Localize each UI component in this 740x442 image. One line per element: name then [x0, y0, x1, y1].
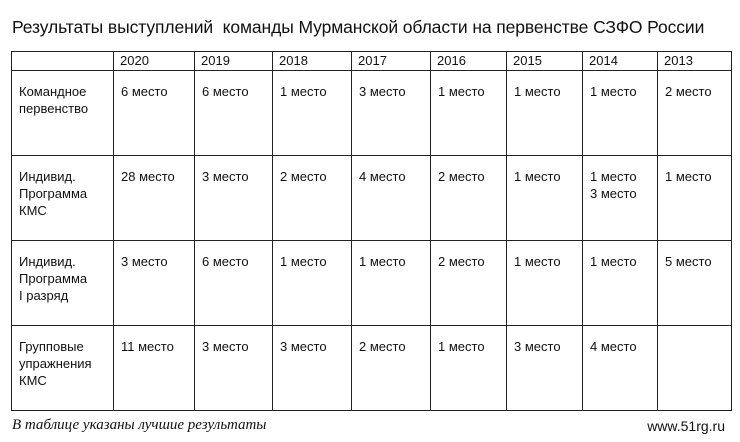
result-value: 4 место	[359, 169, 406, 184]
result-value: 1 место	[590, 254, 637, 269]
result-value: 2 место	[280, 169, 327, 184]
row-header-line: I разряд	[19, 288, 69, 303]
table-row	[12, 326, 732, 411]
result-value: 2 место	[665, 84, 712, 99]
results-body	[12, 71, 732, 411]
result-cell	[195, 241, 273, 326]
row-header-line: первенство	[19, 101, 89, 116]
result-cell	[114, 71, 195, 156]
row-header-line: Групповые	[19, 339, 84, 354]
result-value: 3 место	[590, 186, 637, 201]
header-corner-cell	[12, 52, 114, 71]
result-value: 4 место	[590, 339, 637, 354]
result-value: 1 место	[514, 169, 561, 184]
result-value: 1 место	[514, 254, 561, 269]
year-header: 2020	[114, 52, 195, 71]
result-value: 2 место	[359, 339, 406, 354]
footer-site: www.51rg.ru	[647, 418, 725, 434]
result-cell	[507, 241, 583, 326]
row-header	[12, 326, 114, 411]
result-value: 3 место	[359, 84, 406, 99]
result-cell	[114, 156, 195, 241]
result-cell	[195, 71, 273, 156]
result-cell	[114, 241, 195, 326]
year-header: 2017	[352, 52, 431, 71]
result-value: 1 место	[359, 254, 406, 269]
result-value: 3 место	[280, 339, 327, 354]
row-header-line: Программа	[19, 186, 88, 201]
result-value: 28 место	[121, 169, 175, 184]
result-cell	[273, 326, 352, 411]
result-cell	[431, 156, 507, 241]
table-row	[12, 156, 732, 241]
result-cell	[352, 156, 431, 241]
result-cell	[658, 326, 732, 411]
row-header	[12, 156, 114, 241]
result-cell	[431, 71, 507, 156]
row-header-line: Программа	[19, 271, 88, 286]
year-header: 2016	[431, 52, 507, 71]
row-header-line: упражнения	[19, 356, 92, 371]
year-header: 2013	[658, 52, 732, 71]
result-value: 1 место	[280, 84, 327, 99]
result-cell	[658, 241, 732, 326]
result-cell	[583, 71, 658, 156]
result-cell	[195, 156, 273, 241]
result-value: 3 место	[121, 254, 168, 269]
result-cell	[507, 156, 583, 241]
year-header: 2015	[507, 52, 583, 71]
result-cell	[352, 326, 431, 411]
result-cell	[352, 241, 431, 326]
result-value: 6 место	[202, 254, 249, 269]
result-cell	[273, 156, 352, 241]
result-cell	[114, 326, 195, 411]
result-value: 6 место	[202, 84, 249, 99]
page-title: Результаты выступлений команды Мурманской области на первенстве СЗФО России	[12, 17, 705, 37]
result-cell	[352, 71, 431, 156]
result-value: 2 место	[438, 169, 485, 184]
result-value: 1 место	[590, 84, 637, 99]
result-cell	[658, 156, 732, 241]
table-row	[12, 71, 732, 156]
result-cell	[583, 241, 658, 326]
row-header	[12, 71, 114, 156]
year-header: 2018	[273, 52, 352, 71]
table-row	[12, 241, 732, 326]
result-cell	[273, 241, 352, 326]
result-value: 3 место	[202, 339, 249, 354]
result-cell	[583, 326, 658, 411]
footer-note: В таблице указаны лучшие результаты	[12, 417, 267, 433]
row-header-line: КМС	[19, 203, 47, 218]
result-value: 5 место	[665, 254, 712, 269]
result-value: 1 место	[590, 169, 637, 184]
result-value: 1 место	[514, 84, 561, 99]
row-header	[12, 241, 114, 326]
result-cell	[583, 156, 658, 241]
result-value: 1 место	[438, 84, 485, 99]
results-table	[11, 51, 732, 411]
year-header: 2019	[195, 52, 273, 71]
result-cell	[507, 326, 583, 411]
row-header-line: КМС	[19, 373, 47, 388]
row-header-line: Индивид.	[19, 254, 76, 269]
result-value: 6 место	[121, 84, 168, 99]
result-value: 3 место	[514, 339, 561, 354]
result-cell	[273, 71, 352, 156]
result-value: 1 место	[665, 169, 712, 184]
row-header-line: Командное	[19, 84, 87, 99]
result-cell	[507, 71, 583, 156]
result-cell	[195, 326, 273, 411]
result-value: 1 место	[280, 254, 327, 269]
header-row	[12, 52, 732, 71]
result-value: 1 место	[438, 339, 485, 354]
result-cell	[431, 241, 507, 326]
result-value: 2 место	[438, 254, 485, 269]
result-value: 11 место	[121, 339, 174, 354]
result-value: 3 место	[202, 169, 249, 184]
row-header-line: Индивид.	[19, 169, 76, 184]
result-cell	[431, 326, 507, 411]
year-header: 2014	[583, 52, 658, 71]
result-cell	[658, 71, 732, 156]
